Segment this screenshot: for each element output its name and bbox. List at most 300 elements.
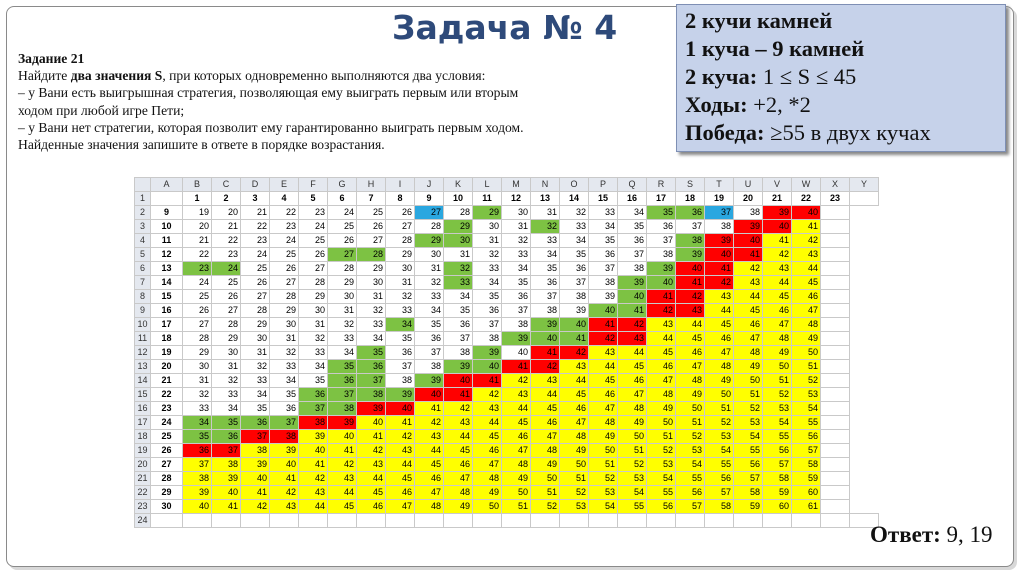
cell-H22[interactable]: 45	[357, 486, 386, 500]
cell-H17[interactable]: 40	[357, 416, 386, 430]
cell-Y20[interactable]	[821, 458, 850, 472]
cell-G14[interactable]: 36	[328, 374, 357, 388]
cell-S8[interactable]: 42	[676, 290, 705, 304]
cell-S16[interactable]: 50	[676, 402, 705, 416]
cell-F1[interactable]: 5	[299, 192, 328, 206]
cell-E15[interactable]: 35	[270, 388, 299, 402]
cell-P6[interactable]: 37	[589, 262, 618, 276]
cell-U12[interactable]: 48	[734, 346, 763, 360]
cell-Q13[interactable]: 45	[618, 360, 647, 374]
cell-F21[interactable]: 42	[299, 472, 328, 486]
cell-M19[interactable]: 47	[502, 444, 531, 458]
cell-C12[interactable]: 30	[212, 346, 241, 360]
cell-M5[interactable]: 33	[502, 248, 531, 262]
cell-U6[interactable]: 42	[734, 262, 763, 276]
cell-M2[interactable]: 30	[502, 206, 531, 220]
cell-U19[interactable]: 55	[734, 444, 763, 458]
row-header-13[interactable]: 13	[135, 360, 151, 374]
cell-R16[interactable]: 49	[647, 402, 676, 416]
cell-T17[interactable]: 52	[705, 416, 734, 430]
cell-Y12[interactable]	[821, 346, 850, 360]
cell-W6[interactable]: 44	[792, 262, 821, 276]
cell-T7[interactable]: 42	[705, 276, 734, 290]
cell-N1[interactable]: 13	[531, 192, 560, 206]
cell-H13[interactable]: 36	[357, 360, 386, 374]
cell-K11[interactable]: 37	[444, 332, 473, 346]
cell-H9[interactable]: 32	[357, 304, 386, 318]
cell-O7[interactable]: 37	[560, 276, 589, 290]
cell-B2[interactable]: 19	[183, 206, 212, 220]
cell-H8[interactable]: 31	[357, 290, 386, 304]
cell-Q4[interactable]: 36	[618, 234, 647, 248]
cell-F24[interactable]	[299, 514, 328, 528]
cell-H24[interactable]	[357, 514, 386, 528]
cell-A14[interactable]: 21	[151, 374, 183, 388]
cell-C9[interactable]: 27	[212, 304, 241, 318]
cell-D19[interactable]: 38	[241, 444, 270, 458]
cell-M23[interactable]: 51	[502, 500, 531, 514]
cell-C5[interactable]: 23	[212, 248, 241, 262]
cell-J10[interactable]: 35	[415, 318, 444, 332]
cell-A22[interactable]: 29	[151, 486, 183, 500]
cell-Y17[interactable]	[821, 416, 850, 430]
row-header-12[interactable]: 12	[135, 346, 151, 360]
cell-H7[interactable]: 30	[357, 276, 386, 290]
cell-G21[interactable]: 43	[328, 472, 357, 486]
cell-B23[interactable]: 40	[183, 500, 212, 514]
cell-Q23[interactable]: 55	[618, 500, 647, 514]
cell-B10[interactable]: 27	[183, 318, 212, 332]
column-header-M[interactable]: M	[502, 178, 531, 192]
cell-A24[interactable]	[151, 514, 183, 528]
cell-F7[interactable]: 28	[299, 276, 328, 290]
cell-U21[interactable]: 57	[734, 472, 763, 486]
cell-S5[interactable]: 39	[676, 248, 705, 262]
cell-F19[interactable]: 40	[299, 444, 328, 458]
cell-Q9[interactable]: 41	[618, 304, 647, 318]
cell-E1[interactable]: 4	[270, 192, 299, 206]
cell-C1[interactable]: 2	[212, 192, 241, 206]
cell-A10[interactable]: 17	[151, 318, 183, 332]
cell-E6[interactable]: 26	[270, 262, 299, 276]
cell-V17[interactable]: 54	[763, 416, 792, 430]
cell-N21[interactable]: 50	[531, 472, 560, 486]
cell-N24[interactable]	[531, 514, 560, 528]
cell-Q20[interactable]: 52	[618, 458, 647, 472]
cell-E20[interactable]: 40	[270, 458, 299, 472]
cell-U14[interactable]: 50	[734, 374, 763, 388]
cell-P10[interactable]: 41	[589, 318, 618, 332]
cell-W20[interactable]: 58	[792, 458, 821, 472]
cell-C17[interactable]: 35	[212, 416, 241, 430]
cell-I22[interactable]: 46	[386, 486, 415, 500]
cell-B14[interactable]: 31	[183, 374, 212, 388]
cell-Y21[interactable]	[821, 472, 850, 486]
cell-V5[interactable]: 42	[763, 248, 792, 262]
spreadsheet-grid[interactable]	[134, 177, 879, 528]
cell-K12[interactable]: 38	[444, 346, 473, 360]
cell-F11[interactable]: 32	[299, 332, 328, 346]
cell-T4[interactable]: 39	[705, 234, 734, 248]
cell-C19[interactable]: 37	[212, 444, 241, 458]
row-header-2[interactable]: 2	[135, 206, 151, 220]
cell-P16[interactable]: 47	[589, 402, 618, 416]
row-header-17[interactable]: 17	[135, 416, 151, 430]
cell-M3[interactable]: 31	[502, 220, 531, 234]
cell-C3[interactable]: 21	[212, 220, 241, 234]
cell-T14[interactable]: 49	[705, 374, 734, 388]
cell-L3[interactable]: 30	[473, 220, 502, 234]
cell-W13[interactable]: 51	[792, 360, 821, 374]
cell-C14[interactable]: 32	[212, 374, 241, 388]
cell-R22[interactable]: 55	[647, 486, 676, 500]
cell-W15[interactable]: 53	[792, 388, 821, 402]
cell-G23[interactable]: 45	[328, 500, 357, 514]
cell-V3[interactable]: 40	[763, 220, 792, 234]
cell-A20[interactable]: 27	[151, 458, 183, 472]
cell-N14[interactable]: 43	[531, 374, 560, 388]
column-header-V[interactable]: V	[763, 178, 792, 192]
cell-J16[interactable]: 41	[415, 402, 444, 416]
cell-P14[interactable]: 45	[589, 374, 618, 388]
cell-R7[interactable]: 40	[647, 276, 676, 290]
cell-T5[interactable]: 40	[705, 248, 734, 262]
cell-G19[interactable]: 41	[328, 444, 357, 458]
cell-J3[interactable]: 28	[415, 220, 444, 234]
cell-M10[interactable]: 38	[502, 318, 531, 332]
cell-R14[interactable]: 47	[647, 374, 676, 388]
row-header-10[interactable]: 10	[135, 318, 151, 332]
cell-K1[interactable]: 10	[444, 192, 473, 206]
row-header-19[interactable]: 19	[135, 444, 151, 458]
cell-I15[interactable]: 39	[386, 388, 415, 402]
cell-I21[interactable]: 45	[386, 472, 415, 486]
cell-K9[interactable]: 35	[444, 304, 473, 318]
cell-O15[interactable]: 45	[560, 388, 589, 402]
row-header-6[interactable]: 6	[135, 262, 151, 276]
cell-D16[interactable]: 35	[241, 402, 270, 416]
cell-L17[interactable]: 44	[473, 416, 502, 430]
row-header-16[interactable]: 16	[135, 402, 151, 416]
cell-G4[interactable]: 26	[328, 234, 357, 248]
cell-N6[interactable]: 35	[531, 262, 560, 276]
cell-F9[interactable]: 30	[299, 304, 328, 318]
cell-E13[interactable]: 33	[270, 360, 299, 374]
cell-Q6[interactable]: 38	[618, 262, 647, 276]
cell-Q24[interactable]	[618, 514, 647, 528]
cell-H2[interactable]: 25	[357, 206, 386, 220]
cell-R24[interactable]	[647, 514, 676, 528]
cell-V9[interactable]: 46	[763, 304, 792, 318]
cell-N3[interactable]: 32	[531, 220, 560, 234]
cell-R4[interactable]: 37	[647, 234, 676, 248]
cell-K3[interactable]: 29	[444, 220, 473, 234]
cell-V2[interactable]: 39	[763, 206, 792, 220]
cell-H4[interactable]: 27	[357, 234, 386, 248]
cell-L12[interactable]: 39	[473, 346, 502, 360]
cell-W10[interactable]: 48	[792, 318, 821, 332]
cell-F13[interactable]: 34	[299, 360, 328, 374]
cell-P5[interactable]: 36	[589, 248, 618, 262]
column-header-X[interactable]: X	[821, 178, 850, 192]
column-header-O[interactable]: O	[560, 178, 589, 192]
cell-P9[interactable]: 40	[589, 304, 618, 318]
cell-I5[interactable]: 29	[386, 248, 415, 262]
cell-T2[interactable]: 37	[705, 206, 734, 220]
cell-A6[interactable]: 13	[151, 262, 183, 276]
cell-N22[interactable]: 51	[531, 486, 560, 500]
cell-U7[interactable]: 43	[734, 276, 763, 290]
cell-D24[interactable]	[241, 514, 270, 528]
cell-Q11[interactable]: 43	[618, 332, 647, 346]
cell-M9[interactable]: 37	[502, 304, 531, 318]
cell-N9[interactable]: 38	[531, 304, 560, 318]
cell-M18[interactable]: 46	[502, 430, 531, 444]
row-header-18[interactable]: 18	[135, 430, 151, 444]
cell-Y23[interactable]	[821, 500, 850, 514]
cell-R17[interactable]: 50	[647, 416, 676, 430]
cell-O20[interactable]: 50	[560, 458, 589, 472]
cell-I18[interactable]: 42	[386, 430, 415, 444]
cell-V8[interactable]: 45	[763, 290, 792, 304]
cell-J21[interactable]: 46	[415, 472, 444, 486]
cell-K14[interactable]: 40	[444, 374, 473, 388]
cell-W8[interactable]: 46	[792, 290, 821, 304]
cell-L19[interactable]: 46	[473, 444, 502, 458]
column-header-W[interactable]: W	[792, 178, 821, 192]
cell-C21[interactable]: 39	[212, 472, 241, 486]
cell-B16[interactable]: 33	[183, 402, 212, 416]
column-header-U[interactable]: U	[734, 178, 763, 192]
cell-C16[interactable]: 34	[212, 402, 241, 416]
cell-F20[interactable]: 41	[299, 458, 328, 472]
cell-B8[interactable]: 25	[183, 290, 212, 304]
cell-Q7[interactable]: 39	[618, 276, 647, 290]
cell-Y10[interactable]	[821, 318, 850, 332]
column-header-F[interactable]: F	[299, 178, 328, 192]
cell-D1[interactable]: 3	[241, 192, 270, 206]
cell-M22[interactable]: 50	[502, 486, 531, 500]
cell-D12[interactable]: 31	[241, 346, 270, 360]
cell-E2[interactable]: 22	[270, 206, 299, 220]
cell-P24[interactable]	[589, 514, 618, 528]
cell-I12[interactable]: 36	[386, 346, 415, 360]
cell-L14[interactable]: 41	[473, 374, 502, 388]
cell-R5[interactable]: 38	[647, 248, 676, 262]
cell-E7[interactable]: 27	[270, 276, 299, 290]
cell-C15[interactable]: 33	[212, 388, 241, 402]
cell-U15[interactable]: 51	[734, 388, 763, 402]
cell-R19[interactable]: 52	[647, 444, 676, 458]
cell-M20[interactable]: 48	[502, 458, 531, 472]
cell-P3[interactable]: 34	[589, 220, 618, 234]
row-header-21[interactable]: 21	[135, 472, 151, 486]
cell-I4[interactable]: 28	[386, 234, 415, 248]
cell-S1[interactable]: 18	[676, 192, 705, 206]
cell-J11[interactable]: 36	[415, 332, 444, 346]
cell-Y15[interactable]	[821, 388, 850, 402]
cell-D18[interactable]: 37	[241, 430, 270, 444]
cell-D6[interactable]: 25	[241, 262, 270, 276]
column-header-T[interactable]: T	[705, 178, 734, 192]
cell-Q2[interactable]: 34	[618, 206, 647, 220]
cell-E12[interactable]: 32	[270, 346, 299, 360]
column-header-G[interactable]: G	[328, 178, 357, 192]
cell-R18[interactable]: 51	[647, 430, 676, 444]
cell-Q17[interactable]: 49	[618, 416, 647, 430]
cell-F18[interactable]: 39	[299, 430, 328, 444]
cell-I10[interactable]: 34	[386, 318, 415, 332]
cell-A19[interactable]: 26	[151, 444, 183, 458]
cell-S2[interactable]: 36	[676, 206, 705, 220]
select-all-corner[interactable]	[135, 178, 151, 192]
cell-H5[interactable]: 28	[357, 248, 386, 262]
cell-C13[interactable]: 31	[212, 360, 241, 374]
cell-K21[interactable]: 47	[444, 472, 473, 486]
column-header-E[interactable]: E	[270, 178, 299, 192]
cell-M17[interactable]: 45	[502, 416, 531, 430]
cell-S19[interactable]: 53	[676, 444, 705, 458]
cell-W24[interactable]	[792, 514, 821, 528]
cell-M12[interactable]: 40	[502, 346, 531, 360]
cell-F4[interactable]: 25	[299, 234, 328, 248]
row-header-20[interactable]: 20	[135, 458, 151, 472]
row-header-11[interactable]: 11	[135, 332, 151, 346]
cell-M4[interactable]: 32	[502, 234, 531, 248]
column-header-D[interactable]: D	[241, 178, 270, 192]
cell-D8[interactable]: 27	[241, 290, 270, 304]
cell-E24[interactable]	[270, 514, 299, 528]
cell-N4[interactable]: 33	[531, 234, 560, 248]
cell-C18[interactable]: 36	[212, 430, 241, 444]
cell-O2[interactable]: 32	[560, 206, 589, 220]
cell-N8[interactable]: 37	[531, 290, 560, 304]
cell-N11[interactable]: 40	[531, 332, 560, 346]
cell-N15[interactable]: 44	[531, 388, 560, 402]
cell-G10[interactable]: 32	[328, 318, 357, 332]
cell-A1[interactable]	[151, 192, 183, 206]
cell-P20[interactable]: 51	[589, 458, 618, 472]
cell-A16[interactable]: 23	[151, 402, 183, 416]
cell-U5[interactable]: 41	[734, 248, 763, 262]
cell-J17[interactable]: 42	[415, 416, 444, 430]
cell-V19[interactable]: 56	[763, 444, 792, 458]
cell-D10[interactable]: 29	[241, 318, 270, 332]
column-header-J[interactable]: J	[415, 178, 444, 192]
cell-J15[interactable]: 40	[415, 388, 444, 402]
cell-C2[interactable]: 20	[212, 206, 241, 220]
row-header-1[interactable]: 1	[135, 192, 151, 206]
row-header-15[interactable]: 15	[135, 388, 151, 402]
cell-D15[interactable]: 34	[241, 388, 270, 402]
cell-F16[interactable]: 37	[299, 402, 328, 416]
cell-R12[interactable]: 45	[647, 346, 676, 360]
cell-U22[interactable]: 58	[734, 486, 763, 500]
cell-E22[interactable]: 42	[270, 486, 299, 500]
cell-M24[interactable]	[502, 514, 531, 528]
cell-P13[interactable]: 44	[589, 360, 618, 374]
cell-B18[interactable]: 35	[183, 430, 212, 444]
cell-V24[interactable]	[763, 514, 792, 528]
cell-K15[interactable]: 41	[444, 388, 473, 402]
cell-M11[interactable]: 39	[502, 332, 531, 346]
cell-U1[interactable]: 20	[734, 192, 763, 206]
cell-J13[interactable]: 38	[415, 360, 444, 374]
cell-A13[interactable]: 20	[151, 360, 183, 374]
cell-P18[interactable]: 49	[589, 430, 618, 444]
cell-U9[interactable]: 45	[734, 304, 763, 318]
cell-B17[interactable]: 34	[183, 416, 212, 430]
cell-L16[interactable]: 43	[473, 402, 502, 416]
column-header-L[interactable]: L	[473, 178, 502, 192]
cell-W19[interactable]: 57	[792, 444, 821, 458]
cell-R23[interactable]: 56	[647, 500, 676, 514]
cell-I2[interactable]: 26	[386, 206, 415, 220]
cell-K19[interactable]: 45	[444, 444, 473, 458]
cell-Y9[interactable]	[821, 304, 850, 318]
cell-D7[interactable]: 26	[241, 276, 270, 290]
cell-W12[interactable]: 50	[792, 346, 821, 360]
cell-O11[interactable]: 41	[560, 332, 589, 346]
cell-O24[interactable]	[560, 514, 589, 528]
cell-L7[interactable]: 34	[473, 276, 502, 290]
cell-S12[interactable]: 46	[676, 346, 705, 360]
cell-L8[interactable]: 35	[473, 290, 502, 304]
cell-A12[interactable]: 19	[151, 346, 183, 360]
column-header-B[interactable]: B	[183, 178, 212, 192]
cell-C20[interactable]: 38	[212, 458, 241, 472]
cell-L20[interactable]: 47	[473, 458, 502, 472]
cell-W4[interactable]: 42	[792, 234, 821, 248]
cell-B11[interactable]: 28	[183, 332, 212, 346]
cell-V20[interactable]: 57	[763, 458, 792, 472]
column-header-A[interactable]: A	[151, 178, 183, 192]
cell-A9[interactable]: 16	[151, 304, 183, 318]
cell-M21[interactable]: 49	[502, 472, 531, 486]
cell-A8[interactable]: 15	[151, 290, 183, 304]
cell-T20[interactable]: 55	[705, 458, 734, 472]
cell-K22[interactable]: 48	[444, 486, 473, 500]
cell-K2[interactable]: 28	[444, 206, 473, 220]
cell-V18[interactable]: 55	[763, 430, 792, 444]
cell-A17[interactable]: 24	[151, 416, 183, 430]
cell-S23[interactable]: 57	[676, 500, 705, 514]
cell-G17[interactable]: 39	[328, 416, 357, 430]
cell-R13[interactable]: 46	[647, 360, 676, 374]
cell-C22[interactable]: 40	[212, 486, 241, 500]
cell-J5[interactable]: 30	[415, 248, 444, 262]
cell-I7[interactable]: 31	[386, 276, 415, 290]
cell-B22[interactable]: 39	[183, 486, 212, 500]
cell-F22[interactable]: 43	[299, 486, 328, 500]
cell-L23[interactable]: 50	[473, 500, 502, 514]
cell-B7[interactable]: 24	[183, 276, 212, 290]
cell-E14[interactable]: 34	[270, 374, 299, 388]
cell-T8[interactable]: 43	[705, 290, 734, 304]
cell-U23[interactable]: 59	[734, 500, 763, 514]
cell-S18[interactable]: 52	[676, 430, 705, 444]
cell-I1[interactable]: 8	[386, 192, 415, 206]
cell-G22[interactable]: 44	[328, 486, 357, 500]
cell-X1[interactable]: 23	[821, 192, 850, 206]
cell-D14[interactable]: 33	[241, 374, 270, 388]
row-header-22[interactable]: 22	[135, 486, 151, 500]
cell-J19[interactable]: 44	[415, 444, 444, 458]
cell-U13[interactable]: 49	[734, 360, 763, 374]
cell-O21[interactable]: 51	[560, 472, 589, 486]
cell-P8[interactable]: 39	[589, 290, 618, 304]
cell-B21[interactable]: 38	[183, 472, 212, 486]
